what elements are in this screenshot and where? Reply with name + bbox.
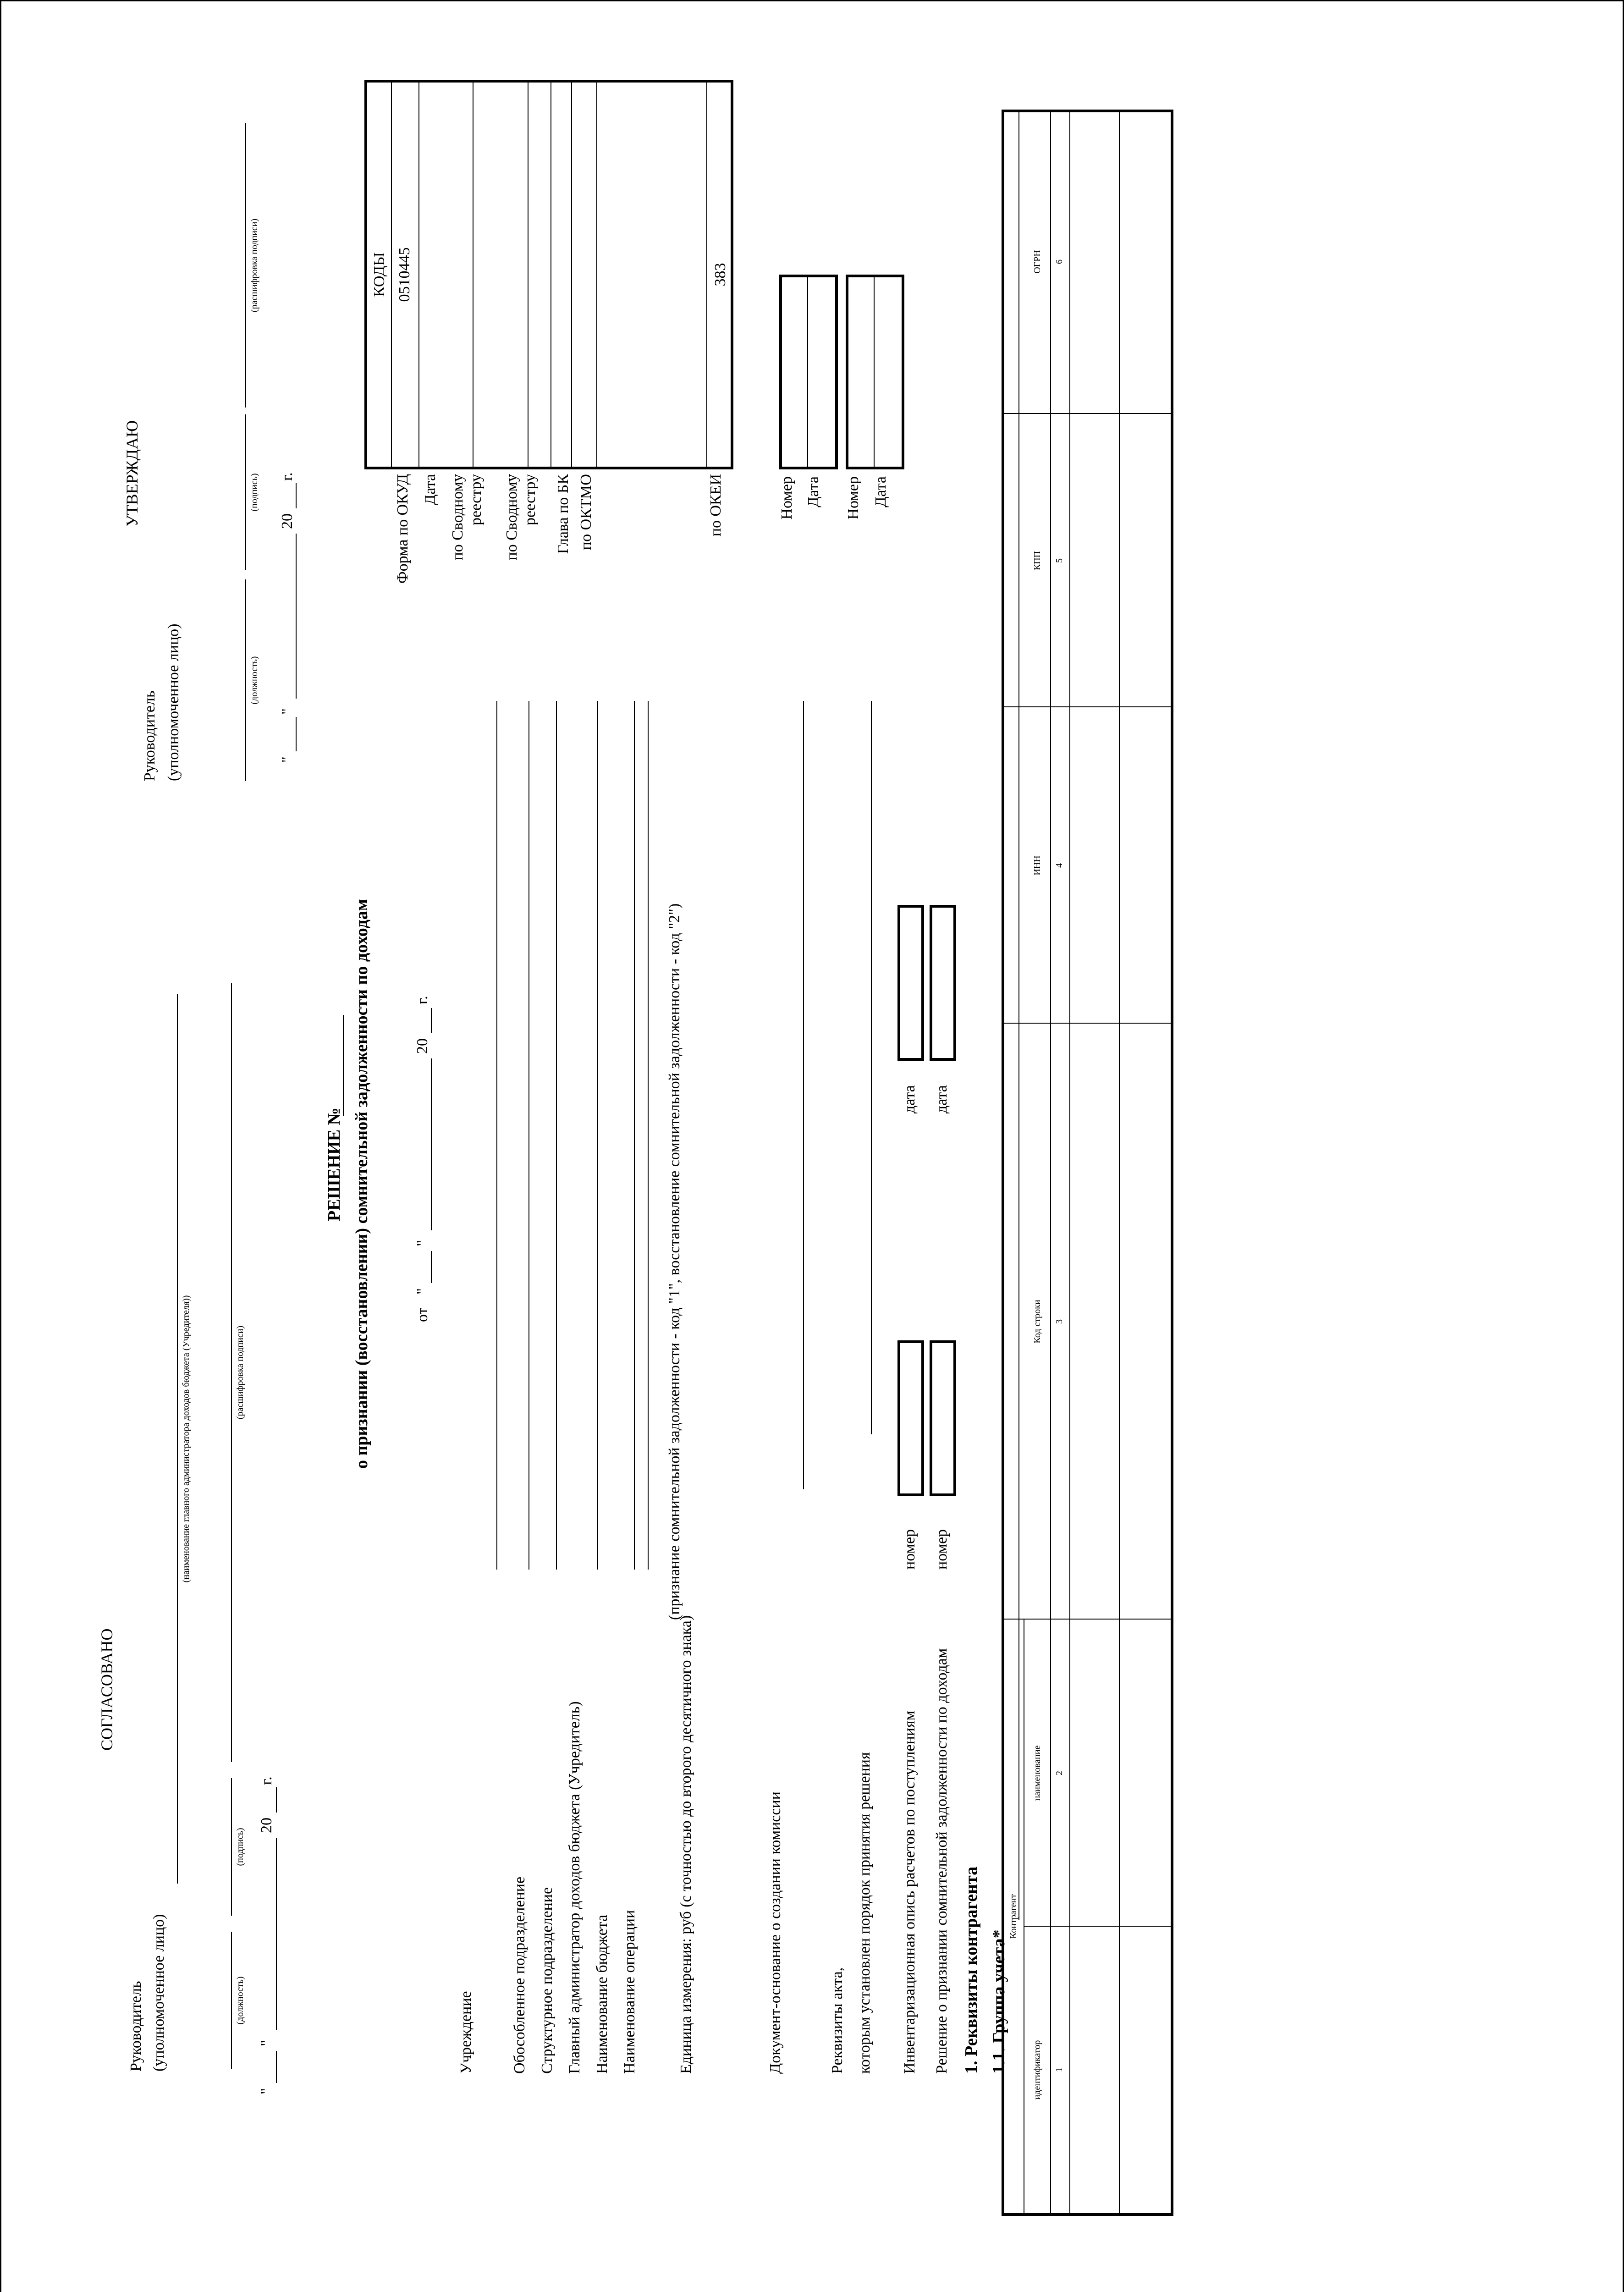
field-act-details-2: которым установлен порядок принятия решения xyxy=(856,1752,873,2074)
codes-registry-label-3: по Сводному xyxy=(503,474,520,561)
codes-oktmo-label: по ОКТМО xyxy=(578,474,595,551)
confirm-year-line xyxy=(296,483,297,508)
field-institution: Учреждение xyxy=(457,1991,474,2074)
decision-date-from: от xyxy=(414,1307,431,1322)
table-col-divider xyxy=(1004,706,1171,707)
confirm-signature-line xyxy=(245,414,246,570)
table-col-header: наименование xyxy=(1032,1745,1042,1801)
codes-registry-label-1: по Сводному xyxy=(449,474,466,561)
table-col-divider xyxy=(1004,413,1171,414)
table-col-header: ИНН xyxy=(1032,855,1042,876)
table-col-header: ОГРН xyxy=(1032,250,1042,274)
codes-registry-label-4: реестру xyxy=(522,474,539,525)
right-act-box[interactable] xyxy=(779,275,838,469)
right-basis-box[interactable] xyxy=(846,275,904,469)
confirm-position-caption: (должность) xyxy=(249,656,259,705)
decision-number-box[interactable] xyxy=(930,1340,956,1496)
field-operation-caption: (признание сомнительной задолженности - код "1", восстановление сомнительной задолженности - код "2") xyxy=(666,903,683,1620)
table-col-number: 4 xyxy=(1054,863,1064,868)
main-table xyxy=(1002,110,1173,2216)
decision-quote-close: " xyxy=(414,1240,431,1246)
approved-quote-close: " xyxy=(258,2040,275,2046)
approved-decoding-caption: (расшифровка подписи) xyxy=(235,1325,245,1420)
approved-month-line xyxy=(276,1838,277,2030)
table-col-divider xyxy=(1004,1023,1171,1024)
field-budget-name: Наименование бюджета xyxy=(594,1914,611,2074)
confirm-year-suffix: г. xyxy=(279,472,296,481)
right-act-box-divider xyxy=(807,277,808,467)
codes-okud-value: 0510445 xyxy=(396,247,413,302)
table-row-divider xyxy=(1069,112,1070,2213)
confirm-decoding-caption: (расшифровка подписи) xyxy=(249,218,259,313)
right-basis-box-divider xyxy=(874,277,875,467)
field-budget-name-line xyxy=(634,701,635,1570)
confirm-position-line xyxy=(245,579,246,781)
field-chief-admin-line xyxy=(597,701,598,1570)
field-decision-date-label: дата xyxy=(933,1085,950,1113)
decision-year-suffix: г. xyxy=(414,996,431,1004)
inventory-number-box[interactable] xyxy=(897,1340,924,1496)
confirm-quote-close: " xyxy=(279,708,296,715)
confirm-decoding-line xyxy=(245,123,246,408)
confirm-title: УТВЕРЖДАЮ xyxy=(123,420,141,527)
table-col-number: 3 xyxy=(1054,1319,1064,1324)
table-col-divider xyxy=(1024,1926,1171,1927)
section-subtitle: 1.1. Группа учета* xyxy=(989,1929,1008,2074)
approved-position-caption: (должность) xyxy=(235,1976,245,2025)
codes-row-divider xyxy=(571,83,572,467)
field-separate-division-line xyxy=(528,701,529,1570)
field-inventory: Инвентаризационная опись расчетов по поступлениям xyxy=(901,1710,918,2074)
field-separate-division: Обособленное подразделение xyxy=(511,1876,528,2074)
confirm-head-label: Руководитель xyxy=(141,690,158,781)
field-institution-line xyxy=(496,701,497,1570)
section-title: 1. Реквизиты контрагента xyxy=(962,1866,981,2074)
table-col-number: 1 xyxy=(1054,2067,1064,2072)
decision-month-line xyxy=(431,1058,432,1230)
codes-header: КОДЫ xyxy=(371,252,388,297)
confirm-day-line xyxy=(296,717,297,751)
field-act-details-1: Реквизиты акта, xyxy=(829,1967,846,2074)
approved-year-prefix: 20 xyxy=(258,1818,275,1833)
field-chief-admin: Главный администратор доходов бюджета (Учредитель) xyxy=(566,1701,583,2074)
approved-title: СОГЛАСОВАНО xyxy=(98,1628,116,1751)
field-act-details-line xyxy=(871,701,872,1434)
inventory-date-box[interactable] xyxy=(897,905,924,1061)
codes-registry-label-2: реестру xyxy=(468,474,484,525)
decision-year-line xyxy=(431,1008,432,1033)
approved-day-line xyxy=(276,2051,277,2083)
decision-date-box[interactable] xyxy=(930,905,956,1061)
confirm-authorized-label: (уполномоченное лицо) xyxy=(165,623,182,781)
codes-okei-label: по ОКЕИ xyxy=(707,474,724,537)
decision-quote-open: " xyxy=(414,1288,431,1295)
codes-okud-label: Форма по ОКУД xyxy=(394,474,411,584)
decision-year-prefix: 20 xyxy=(414,1038,431,1054)
approved-signature-caption: (подпись) xyxy=(235,1828,245,1866)
field-basis-document: Документ-основание о создании комиссии xyxy=(767,1791,784,2074)
table-row-divider xyxy=(1119,112,1120,2213)
approved-decoding-line xyxy=(231,983,232,1762)
approved-admin-line xyxy=(177,994,178,1884)
table-group-header: Контрагент xyxy=(1008,1894,1018,1939)
field-inventory-number-label: номер xyxy=(901,1529,918,1570)
decision-subtitle: о признании (восстановлении) сомнительной задолженности по доходам xyxy=(352,899,371,1469)
table-col-header: Код строки xyxy=(1032,1300,1042,1344)
decision-day-line xyxy=(431,1251,432,1283)
field-structural-division: Структурное подразделение xyxy=(539,1887,556,2074)
codes-row-divider xyxy=(706,83,707,467)
approved-head-label: Руководитель xyxy=(127,1981,144,2072)
field-operation-name: Наименование операции xyxy=(621,1910,638,2074)
approved-position-line xyxy=(231,1932,232,2069)
confirm-year-prefix: 20 xyxy=(279,513,296,529)
table-header-divider xyxy=(1050,112,1051,2213)
decision-title: РЕШЕНИЕ № xyxy=(325,1107,344,1221)
right-date-label-1: Дата xyxy=(805,476,822,507)
right-number-label-2: Номер xyxy=(845,476,862,520)
approved-quote-open: " xyxy=(258,2088,275,2094)
codes-table xyxy=(364,80,733,469)
approved-signature-line xyxy=(231,1778,232,1916)
table-col-divider xyxy=(1004,1619,1171,1620)
table-col-number: 2 xyxy=(1054,1771,1064,1775)
field-basis-document-line xyxy=(803,701,804,1489)
field-unit: Единица измерения: руб (с точностью до второго десятичного знака) xyxy=(677,1615,694,2074)
right-number-label-1: Номер xyxy=(778,476,795,520)
field-decision: Решение о признании сомнительной задолженности по доходам xyxy=(933,1648,950,2074)
confirm-month-line xyxy=(296,534,297,699)
codes-row-divider xyxy=(596,83,597,467)
codes-okei-value: 383 xyxy=(712,263,729,286)
approved-admin-caption: (наименование главного администратора доходов бюджета (Учредителя)) xyxy=(181,1295,191,1583)
table-col-header: КПП xyxy=(1032,551,1042,571)
confirm-quote-open: " xyxy=(279,756,296,763)
field-operation-name-line xyxy=(648,701,649,1570)
codes-row-divider xyxy=(418,83,419,467)
field-decision-number-label: номер xyxy=(933,1529,950,1570)
field-structural-division-line xyxy=(556,701,557,1570)
codes-date-label: Дата xyxy=(422,474,439,505)
codes-row-divider xyxy=(391,83,392,467)
table-col-header: идентификатор xyxy=(1032,2040,1042,2100)
approved-authorized-label: (уполномоченное лицо) xyxy=(150,1914,167,2072)
approved-year-suffix: г. xyxy=(258,1776,275,1785)
field-inventory-date-label: дата xyxy=(901,1085,918,1113)
right-date-label-2: Дата xyxy=(872,476,889,507)
confirm-signature-caption: (подпись) xyxy=(249,473,259,512)
table-col-number: 5 xyxy=(1054,558,1064,563)
decision-number-line xyxy=(343,1015,344,1116)
table-col-number: 6 xyxy=(1054,259,1064,264)
approved-year-line xyxy=(276,1787,277,1813)
codes-chapter-label: Глава по БК xyxy=(555,474,572,554)
